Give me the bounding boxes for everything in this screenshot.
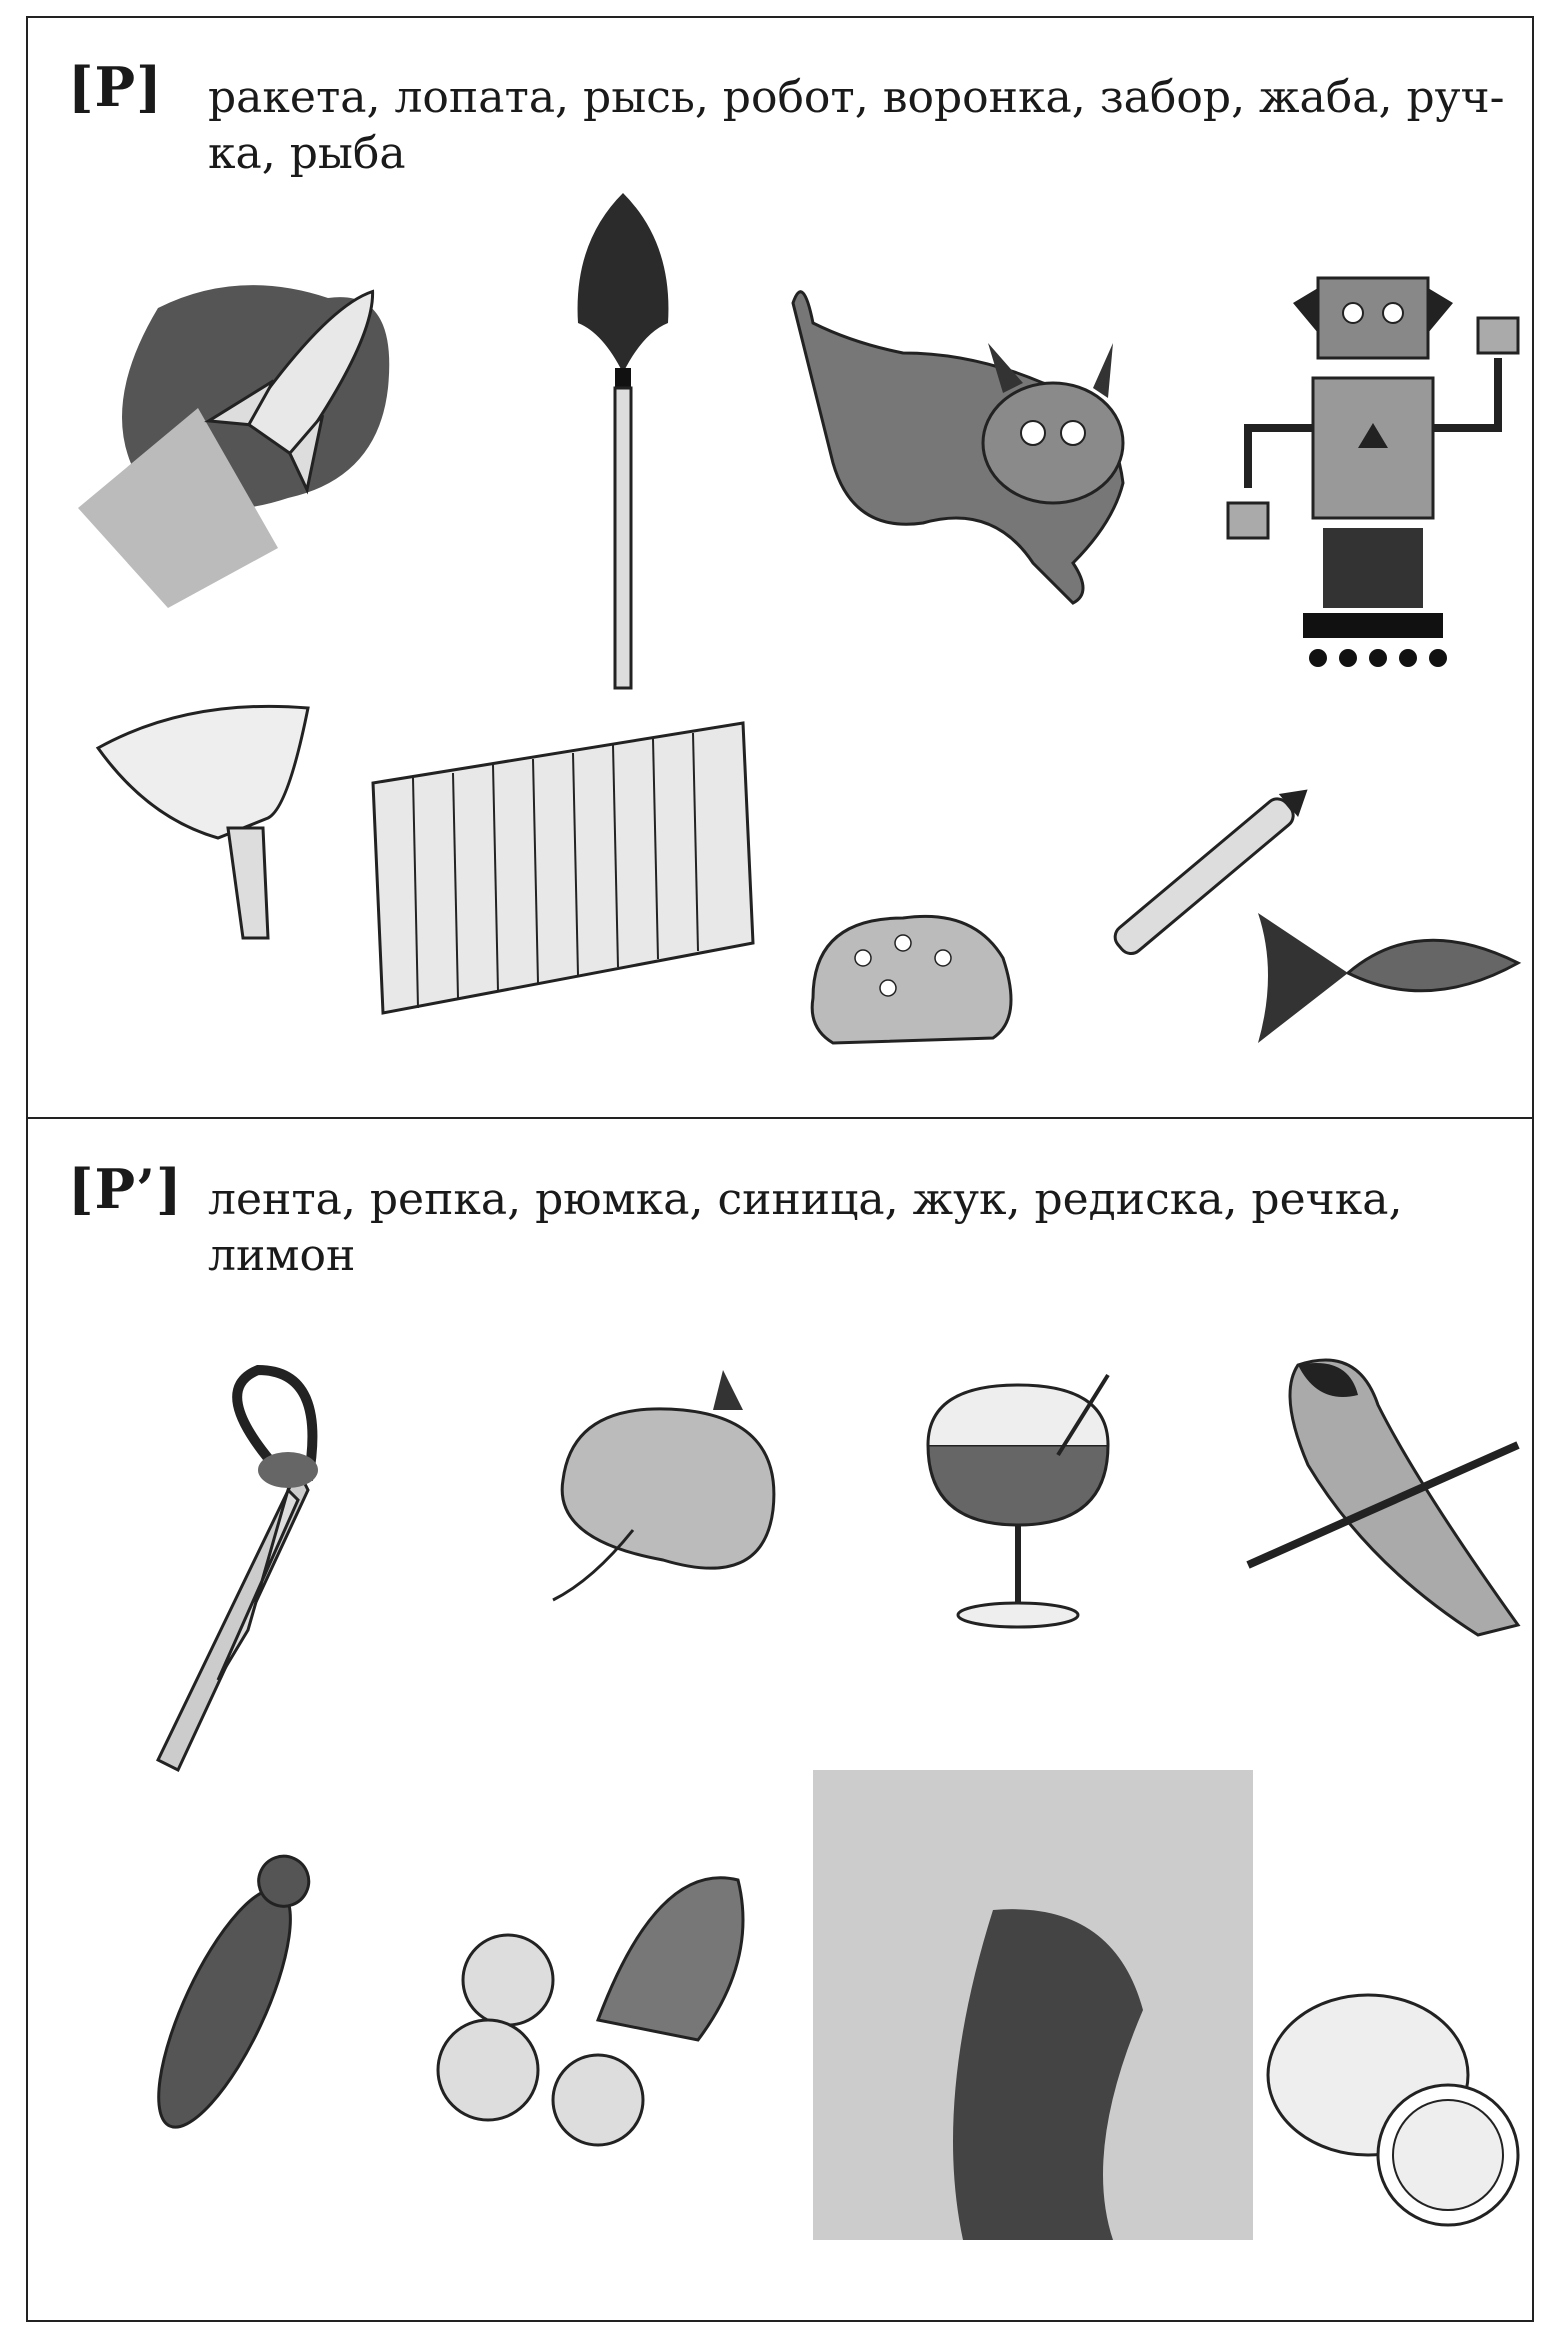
- rocket-picture: [78, 248, 518, 628]
- section-hard-r: [28, 18, 1532, 1116]
- beetle-picture: [88, 1820, 378, 2160]
- funnel-picture: [78, 688, 328, 978]
- shovel-picture: [563, 183, 683, 703]
- word-list-line: лимон: [208, 1230, 356, 1281]
- river-picture: [813, 1770, 1253, 2240]
- fish-picture: [1238, 873, 1538, 1073]
- lynx-picture: [773, 263, 1173, 643]
- word-list-line: ракета, лопата, рысь, робот, воронка, забор, жаба, руч-: [208, 72, 1505, 123]
- ribbon-picture: [88, 1350, 448, 1790]
- section-heading: [Р’]: [68, 1157, 183, 1221]
- fence-picture: [353, 703, 783, 1053]
- word-list: [208, 1172, 1528, 1284]
- glass-picture: [908, 1355, 1148, 1665]
- toad-picture: [793, 878, 1038, 1078]
- word-list: [208, 70, 1528, 182]
- radish-picture: [398, 1840, 768, 2190]
- robot-picture: [1218, 188, 1538, 688]
- word-list-line: лента, репка, рюмка, синица, жук, редиска, речка,: [208, 1174, 1403, 1225]
- titmouse-picture: [1238, 1335, 1538, 1665]
- section-heading: [Р]: [68, 55, 163, 119]
- turnip-picture: [533, 1360, 813, 1640]
- section-divider: [26, 1117, 1534, 1119]
- word-list-line: ка, рыба: [208, 128, 406, 179]
- lemon-picture: [1258, 1955, 1538, 2255]
- section-soft-r: [28, 1120, 1532, 2320]
